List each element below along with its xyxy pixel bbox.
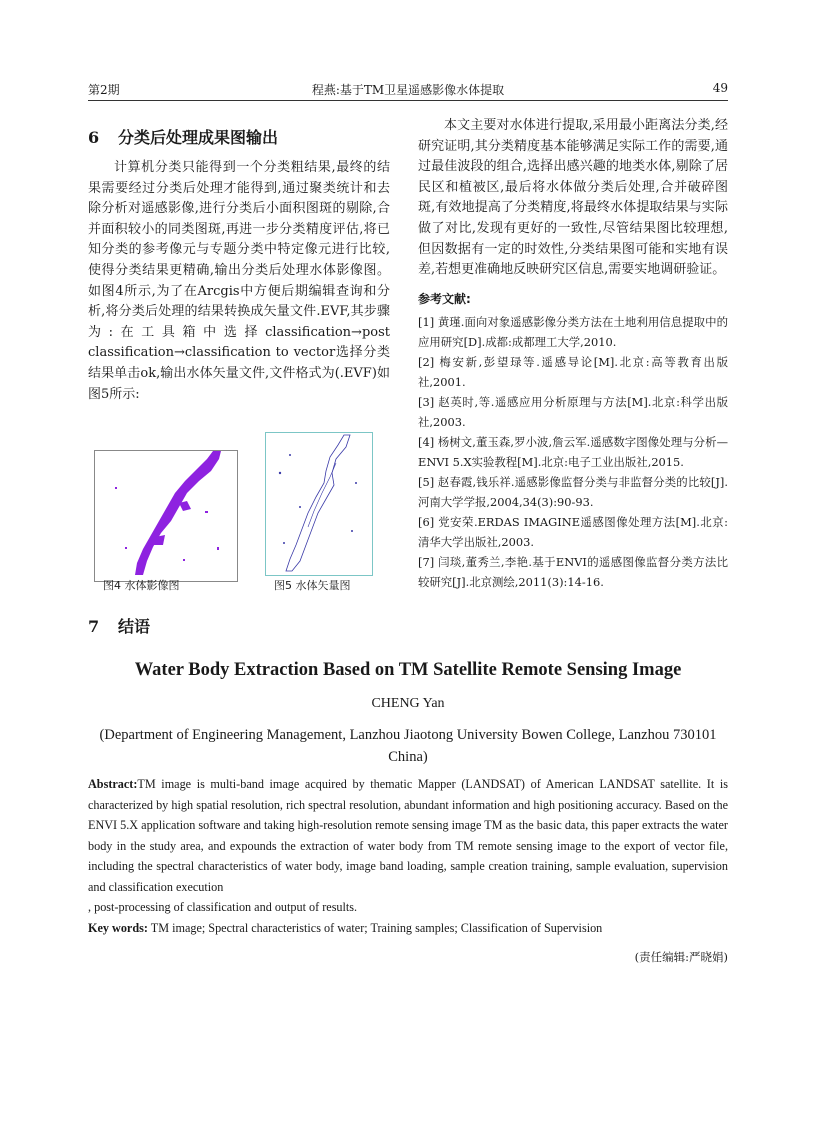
vector-speck (351, 530, 353, 532)
section-7-number: 7 (88, 617, 100, 636)
vector-speck (289, 454, 291, 456)
river-mask (135, 451, 221, 575)
right-column (418, 116, 728, 592)
references-title: 参考文献: (418, 291, 471, 306)
abstract-text: TM image is multi-band image acquired by thematic Mapper (LANDSAT) of American LANDSAT satellite. It is characterized by high spatial resolution, rich spectral resolution, abundant information and high positioning accuracy. Based on the ENVI 5.X application software and taking high-resolution remote sensing image TM as the basic data, this paper extracts the water body in the study area, and expounds the extraction of water body from TM remote sensing image to the export of vector file, including the spectral characteristics of water body, image band loading, sample creation training, sample evaluation, supervision and classification execution (88, 777, 728, 894)
water-speck (205, 511, 208, 513)
section-6-heading (88, 126, 390, 150)
abstract-paragraph (88, 774, 728, 897)
running-header (88, 78, 728, 101)
abstract-label: Abstract: (88, 777, 138, 791)
section-7-heading-block (88, 615, 150, 639)
water-speck (217, 547, 219, 550)
abstract-tail: , post-processing of classification and output of results. (88, 900, 358, 914)
keywords (88, 918, 728, 939)
reference-item: [3] 赵英时,等.遥感应用分析原理与方法[M].北京:科学出版社,2003. (418, 394, 728, 429)
left-column (88, 116, 390, 405)
english-title: Water Body Extraction Based on TM Satellite Remote Sensing Image (134, 660, 682, 680)
vector-speck (299, 506, 301, 508)
vector-speck (355, 482, 357, 484)
keywords-text: TM image; Spectral characteristics of water; Training samples; Classification of Supervision (147, 920, 603, 935)
water-image-graphic (95, 451, 237, 581)
figure-4-water-image (94, 450, 238, 582)
river-outline (286, 435, 350, 571)
figure-4-caption: 图4 水体影像图 (103, 579, 180, 592)
reference-item: [7] 闫琰,董秀兰,李艳.基于ENVI的遥感图像监督分类方法比较研究[J].北京测绘,2011(3):14-16. (418, 554, 728, 589)
running-title: 程燕:基于TM卫星遥感影像水体提取 (311, 83, 505, 97)
issue-label: 第2期 (88, 83, 120, 97)
reference-item: [1] 黄瑾.面向对象遥感影像分类方法在土地利用信息提取中的应用研究[D].成都:成都理工大学,2010. (418, 314, 728, 349)
page-number: 49 (712, 81, 728, 95)
figure-5-water-vector (265, 432, 373, 576)
section-7-title: 结语 (118, 617, 151, 636)
reference-item: [6] 党安荣.ERDAS IMAGINE遥感图像处理方法[M].北京:清华大学出版社,2003. (418, 514, 728, 549)
water-vector-graphic (266, 433, 372, 575)
reference-item: [4] 杨树文,董玉森,罗小波,詹云军.遥感数字图像处理与分析—ENVI 5.X实验教程[M].北京:电子工业出版社,2015. (418, 434, 728, 469)
water-speck (125, 547, 127, 549)
section-6-title: 分类后处理成果图输出 (118, 128, 279, 147)
figure-5-caption: 图5 水体矢量图 (274, 579, 351, 592)
english-affiliation: (Department of Engineering Management, Lanzhou Jiaotong University Bowen College, Lanzhou 730101 China) (99, 727, 717, 765)
water-speck (115, 487, 117, 489)
references-list (418, 312, 728, 592)
section-6-paragraph: 计算机分类只能得到一个分类粗结果,最终的结果需要经过分类后处理才能得到,通过聚类统计和去除分析对遥感影像,进行分类后小面积图斑的剔除,合并面积较小的同类图斑,再进一步分类精度评估,将已知分类的参考像元与专题分类中特定像元进行比较,使得分类结果更精确,输出分类后处理水体影像图。如图4所示,为了在Arcgis中方便后期编辑查询和分析,将分类后处理的结果转换成矢量文件.EVF,其步骤为:在工具箱中选择classification→post classification→classification to vector选择分类结果单击ok,输出水体矢量文件,文件格式为(.EVF)如图5所示: (88, 160, 390, 402)
section-7-heading (88, 615, 150, 639)
english-abstract (88, 774, 728, 938)
section-7-paragraph: 本文主要对水体进行提取,采用最小距离法分类,经研究证明,其分类精度基本能够满足实际工作的需要,通过最佳波段的组合,选择出感兴趣的地类水体,剔除了居民区和植被区,最后将水体做分类后处理,合并破碎图斑,有效地提高了分类精度,将最终水体提取结果与实际做了对比,发现有更好的一致性,尽管结果图比较理想,但因数据有一定的时效性,分类结果图可能和实地有误差,若想更准确地反映研究区信息,需要实地调研验证。 (418, 118, 728, 278)
responsible-editor: (责任编辑:严晓娟) (634, 950, 728, 964)
vector-speck (279, 472, 281, 474)
section-6-number: 6 (88, 128, 100, 147)
water-speck (183, 559, 185, 561)
reference-item: [5] 赵春霞,钱乐祥.遥感影像监督分类与非监督分类的比较[J].河南大学学报,2004,34(3):90-93. (418, 474, 728, 509)
english-author: CHENG Yan (371, 696, 445, 711)
keywords-label: Key words: (88, 920, 148, 935)
vector-speck (283, 542, 285, 544)
reference-item: [2] 梅安新,彭望琭等.遥感导论[M].北京:高等教育出版社,2001. (418, 354, 728, 389)
river-outline-inner (308, 463, 336, 527)
